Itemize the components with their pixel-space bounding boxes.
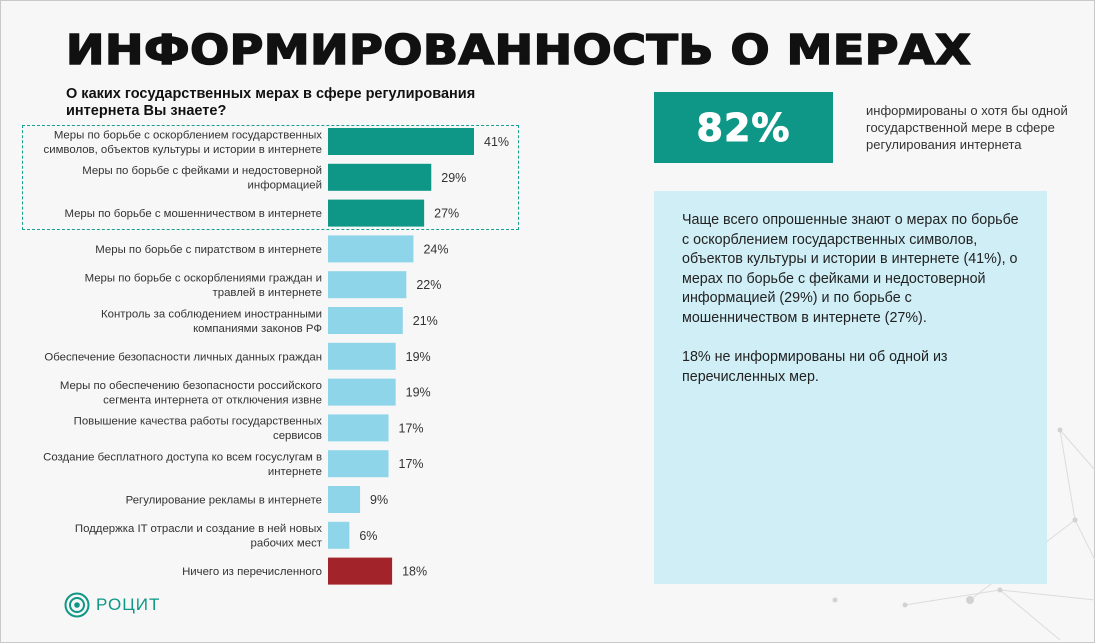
value-label-4: 24% xyxy=(423,242,449,257)
category-label-2: Меры по борьбе с фейками и недостоверной информацией xyxy=(82,165,322,192)
category-label-5: Меры по борьбе с оскорблениями граждан и травлей в интернете xyxy=(84,272,322,299)
logo xyxy=(64,592,160,618)
value-label-12: 6% xyxy=(359,528,378,543)
target-rings-icon xyxy=(64,592,90,618)
summary-paragraph-2: 18% не информированы ни об одной из перечисленных мер. xyxy=(682,349,948,385)
kpi-description: информированы о хотя бы одной государственной мере в сфере регулирования интернета xyxy=(866,103,1068,152)
kpi-box xyxy=(654,92,833,163)
value-label-5: 22% xyxy=(416,278,442,293)
value-label-8: 19% xyxy=(405,385,431,400)
summary-paragraph-1: Чаще всего опрошенные знают о мерах по борьбе с оскорблением государственных символов, объектов культуры и истории в интернете (41%), о мерах по борьбе с фейками и недостоверной информацией (29%) и по борьбе с мошенничеством в интернете (27%). xyxy=(682,212,1019,326)
category-label-11: Регулирование рекламы в интернете xyxy=(125,494,322,507)
category-label-10: Создание бесплатного доступа ко всем госуслугам в интернете xyxy=(43,451,322,478)
logo-text: РОЦИТ xyxy=(96,595,161,614)
category-label-3: Меры по борьбе с мошенничеством в интернете xyxy=(64,208,322,221)
page-title: ИНФОРМИРОВАННОСТЬ О МЕРАХ xyxy=(66,26,972,74)
category-label-13: Ничего из перечисленного xyxy=(182,566,322,579)
bar-13 xyxy=(328,558,392,585)
bar-12 xyxy=(328,522,349,549)
category-label-4: Меры по борьбе с пиратством в интернете xyxy=(95,243,322,256)
bar-4 xyxy=(328,235,413,262)
category-label-1: Меры по борьбе с оскорблением государственных символов, объектов культуры и истории в интернете xyxy=(43,129,322,156)
value-label-10: 17% xyxy=(398,457,424,472)
value-label-13: 18% xyxy=(402,564,428,579)
category-label-6: Контроль за соблюдением иностранными компаниями законов РФ xyxy=(101,308,322,335)
value-label-9: 17% xyxy=(398,421,424,436)
value-label-1: 41% xyxy=(484,135,510,149)
value-label-7: 19% xyxy=(405,349,431,364)
summary-panel xyxy=(654,191,1047,584)
value-label-2: 29% xyxy=(441,170,467,185)
value-label-11: 9% xyxy=(370,493,389,507)
category-label-7: Обеспечение безопасности личных данных граждан xyxy=(44,351,322,364)
bar-11 xyxy=(328,486,360,513)
bar-7 xyxy=(328,343,396,370)
survey-question: О каких государственных мерах в сфере регулирования интернета Вы знаете? xyxy=(66,86,476,119)
category-label-9: Повышение качества работы государственных сервисов xyxy=(73,415,322,443)
bar-chart xyxy=(0,0,540,600)
bar-5 xyxy=(328,271,406,298)
category-label-8: Меры по обеспечению безопасности российского сегмента интернета от отключения извне xyxy=(59,379,322,407)
top-answers-highlight-box xyxy=(22,125,519,230)
value-label-3: 27% xyxy=(434,206,460,221)
bar-8 xyxy=(328,379,396,406)
value-label-6: 21% xyxy=(412,314,438,328)
category-label-12: Поддержка IT отрасли и создание в ней новых рабочих мест xyxy=(74,523,322,550)
bar-6 xyxy=(328,307,403,334)
bar-9 xyxy=(328,414,389,441)
bar-10 xyxy=(328,450,389,477)
kpi-value: 82% xyxy=(696,105,791,150)
